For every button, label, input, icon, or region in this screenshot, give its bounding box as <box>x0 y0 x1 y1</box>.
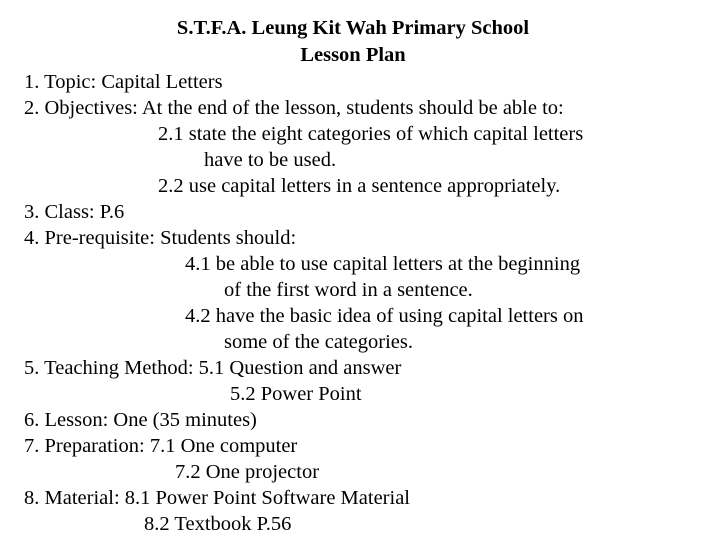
school-name: S.T.F.A. Leung Kit Wah Primary School <box>176 17 530 39</box>
objective-2-1-line1: 2.1 state the eight categories of which capital letters <box>158 123 584 145</box>
prerequisite-intro: 4. Pre-requisite: Students should: <box>24 227 297 249</box>
preparation-line2: 7.2 One projector <box>175 461 320 483</box>
prerequisite-4-2-line2: some of the categories. <box>224 331 413 353</box>
prerequisite-4-2-line1: 4.2 have the basic idea of using capital letters on <box>185 305 584 327</box>
preparation-line1: 7. Preparation: 7.1 One computer <box>24 435 298 457</box>
lesson-line: 6. Lesson: One (35 minutes) <box>24 409 257 431</box>
teaching-method-line2: 5.2 Power Point <box>230 383 362 405</box>
topic-line: 1. Topic: Capital Letters <box>24 71 223 93</box>
objective-2-1-line2: have to be used. <box>204 149 337 171</box>
objectives-intro: 2. Objectives: At the end of the lesson, students should be able to: <box>24 97 564 119</box>
material-line2: 8.2 Textbook P.56 <box>144 513 292 535</box>
class-line: 3. Class: P.6 <box>24 201 125 223</box>
teaching-method-line1: 5. Teaching Method: 5.1 Question and answer <box>24 357 402 379</box>
document-title: Lesson Plan <box>300 44 406 66</box>
objective-2-2: 2.2 use capital letters in a sentence appropriately. <box>158 175 561 197</box>
prerequisite-4-1-line1: 4.1 be able to use capital letters at the beginning <box>185 253 581 275</box>
material-line1: 8. Material: 8.1 Power Point Software Material <box>24 487 410 509</box>
prerequisite-4-1-line2: of the first word in a sentence. <box>224 279 473 301</box>
